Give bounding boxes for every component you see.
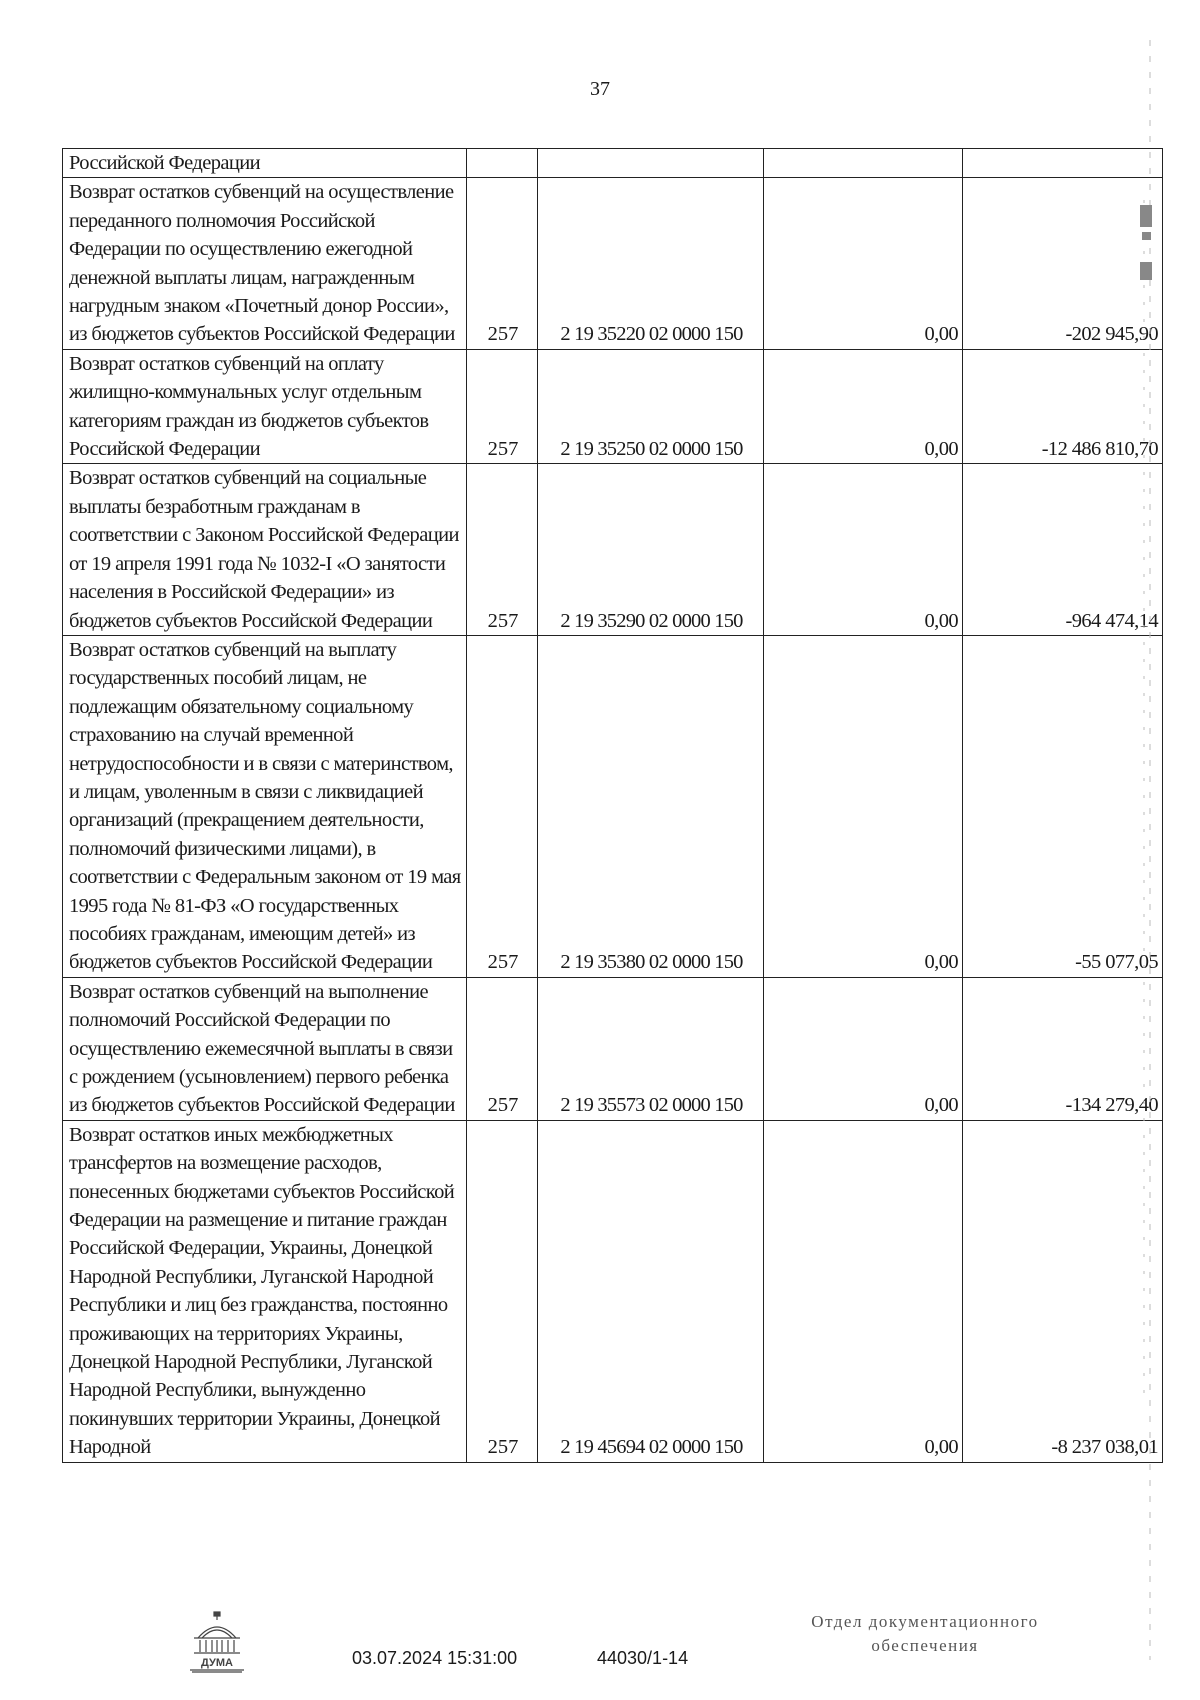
row-admin-code: 257 <box>467 178 538 349</box>
table-row <box>63 149 1163 178</box>
row-name: Возврат остатков субвенций на социальные выплаты безработным гражданам в соответствии с Законом Российской Федерации от 19 апреля 1991 года № 1032-I «О занятости населения в Российской Федерации» из бюджетов субъектов Российской Федерации <box>63 464 467 635</box>
row-budget-code: 2 19 35250 02 0000 150 <box>538 349 764 464</box>
row-admin-code: 257 <box>467 1120 538 1462</box>
row-admin-code: 257 <box>467 635 538 977</box>
row-admin-code: 257 <box>467 977 538 1120</box>
row-value-2: -134 279,40 <box>963 977 1163 1120</box>
table-row <box>63 1120 1163 1462</box>
row-budget-code: 2 19 45694 02 0000 150 <box>538 1120 764 1462</box>
page-number: 37 <box>590 78 610 100</box>
row-value-1: 0,00 <box>764 635 963 977</box>
row-value-1: 0,00 <box>764 349 963 464</box>
footer-datetime: 03.07.2024 15:31:00 <box>352 1648 518 1668</box>
row-budget-code: 2 19 35380 02 0000 150 <box>538 635 764 977</box>
row-name: Возврат остатков субвенций на выполнение полномочий Российской Федерации по осуществлению ежемесячной выплаты в связи с рождением (усыновлением) первого ребенка из бюджетов субъектов Российской Федерации <box>63 977 467 1120</box>
row-name: Возврат остатков субвенций на осуществление переданного полномочия Российской Федерации по осуществлению ежегодной денежной выплаты лицам, награжденным нагрудным знаком «Почетный донор России», из бюджетов субъектов Российской Федерации <box>63 178 467 349</box>
department-stamp <box>760 1610 1090 1658</box>
row-value-2: -8 237 038,01 <box>963 1120 1163 1462</box>
stamp-line-1: Отдел документационного <box>811 1612 1039 1631</box>
budget-table <box>62 148 1163 1463</box>
row-value-2: -964 474,14 <box>963 464 1163 635</box>
row-admin-code: 257 <box>467 464 538 635</box>
row-value-1: 0,00 <box>764 464 963 635</box>
row-value-1 <box>764 149 963 178</box>
row-budget-code: 2 19 35220 02 0000 150 <box>538 178 764 349</box>
table-row <box>63 178 1163 349</box>
row-value-2: -202 945,90 <box>963 178 1163 349</box>
table-row <box>63 464 1163 635</box>
row-budget-code: 2 19 35573 02 0000 150 <box>538 977 764 1120</box>
row-admin-code <box>467 149 538 178</box>
duma-emblem-icon <box>182 1610 252 1674</box>
table-row <box>63 349 1163 464</box>
row-budget-code <box>538 149 764 178</box>
row-admin-code: 257 <box>467 349 538 464</box>
row-budget-code: 2 19 35290 02 0000 150 <box>538 464 764 635</box>
logo-text: ДУМА <box>201 1657 233 1669</box>
row-value-1: 0,00 <box>764 1120 963 1462</box>
footer-document-number: 44030/1-14 <box>597 1648 689 1668</box>
row-name: Российской Федерации <box>63 149 467 178</box>
row-value-2: -12 486 810,70 <box>963 349 1163 464</box>
row-value-2: -55 077,05 <box>963 635 1163 977</box>
row-name: Возврат остатков субвенций на оплату жилищно-коммунальных услуг отдельным категориям граждан из бюджетов субъектов Российской Федерации <box>63 349 467 464</box>
row-value-1: 0,00 <box>764 178 963 349</box>
row-name: Возврат остатков субвенций на выплату государственных пособий лицам, не подлежащим обязательному социальному страхованию на случай временной нетрудоспособности и в связи с материнством, и лицам, уволенным в связи с ликвидацией организаций (прекращением деятельности, полномочий физическими лицами), в соответствии с Федеральным законом от 19 мая 1995 года № 81-ФЗ «О государственных пособиях гражданам, имеющим детей» из бюджетов субъектов Российской Федерации <box>63 635 467 977</box>
row-value-1: 0,00 <box>764 977 963 1120</box>
table-row <box>63 635 1163 977</box>
row-name: Возврат остатков иных межбюджетных трансфертов на возмещение расходов, понесенных бюджетами субъектов Российской Федерации на размещение и питание граждан Российской Федерации, Украины, Донецкой Народной Республики, Луганской Народной Республики и лиц без гражданства, постоянно проживающих на территориях Украины, Донецкой Народной Республики, Луганской Народной Республики, вынужденно покинувших территории Украины, Донецкой Народной <box>63 1120 467 1462</box>
stamp-line-2: обеспечения <box>871 1636 979 1655</box>
table-row <box>63 977 1163 1120</box>
scan-edge-marks <box>1130 0 1156 1695</box>
